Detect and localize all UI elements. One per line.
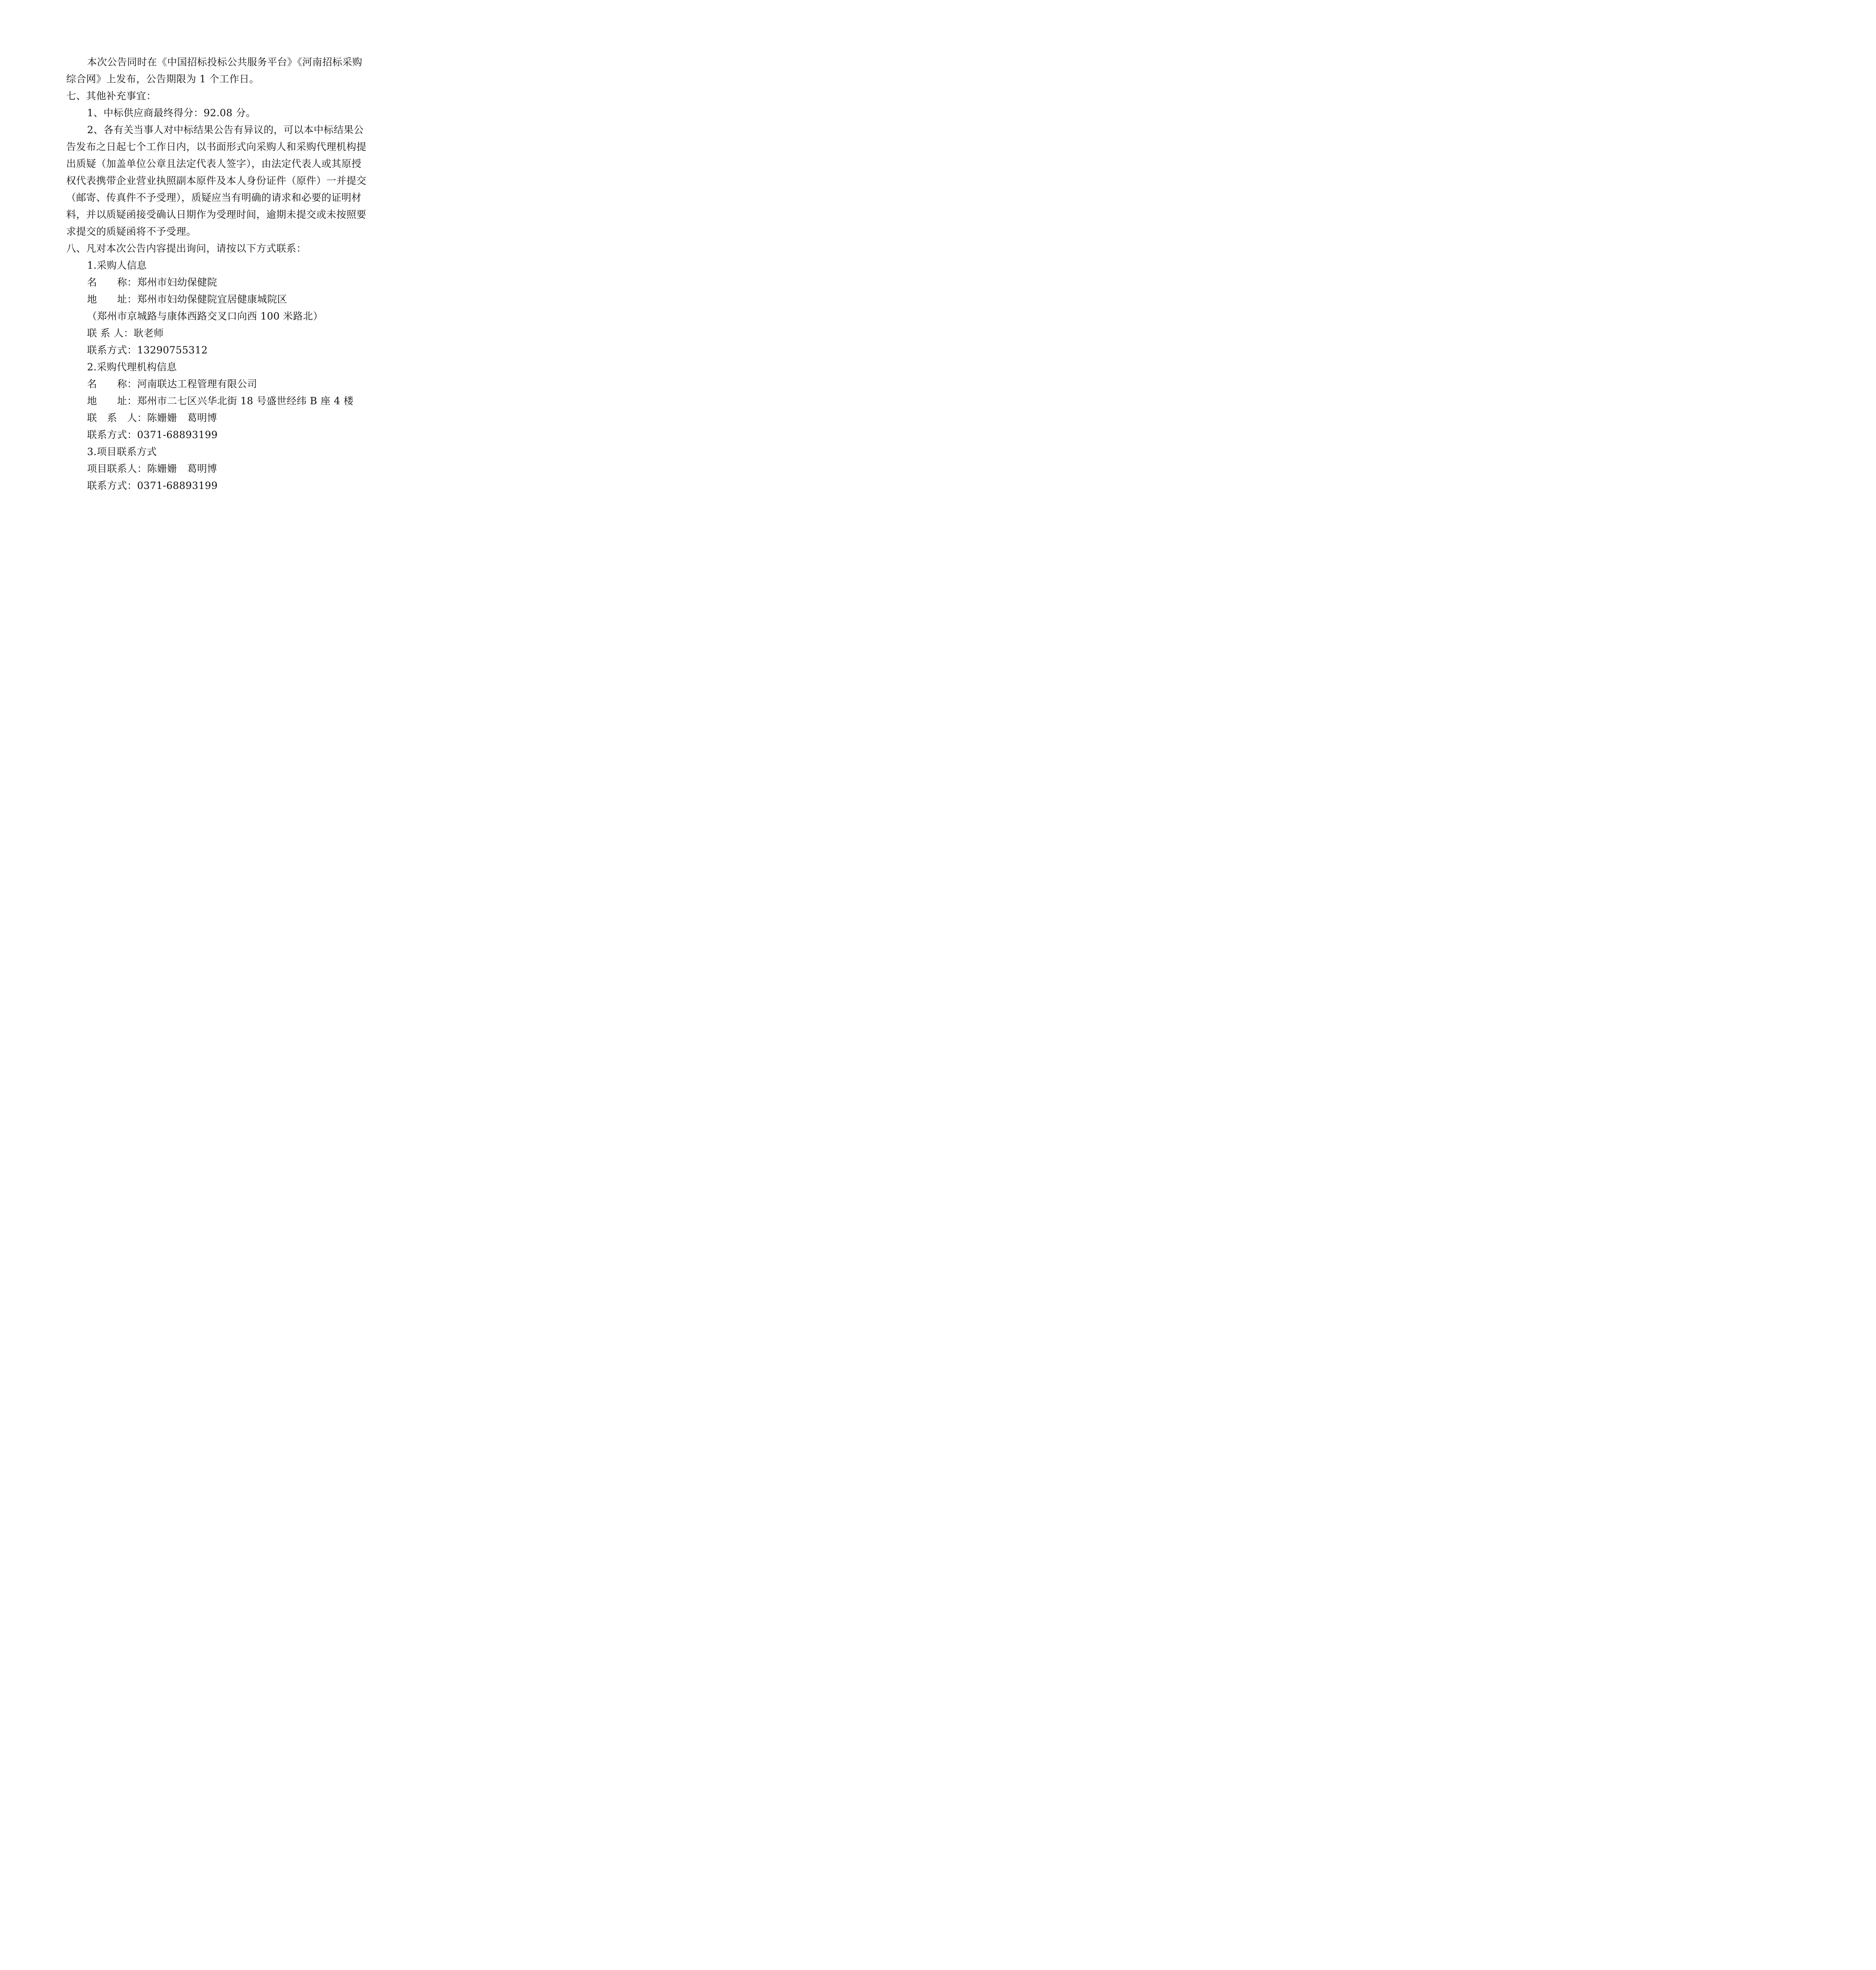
objection-paragraph-line-7: 求提交的质疑函将不予受理。	[66, 226, 197, 237]
objection-paragraph-line-1: 2、各有关当事人对中标结果公告有异议的，可以本中标结果公	[87, 124, 364, 136]
purchaser-phone: 联系方式：13290755312	[87, 344, 208, 356]
objection-paragraph-line-4: 权代表携带企业营业执照副本原件及本人身份证件（原件）一并提交	[66, 175, 367, 186]
purchaser-address: 地 址：郑州市妇幼保健院宜居健康城院区	[87, 294, 288, 305]
agency-phone: 联系方式：0371-68893199	[87, 429, 218, 440]
purchaser-contact: 联 系 人：耿老师	[87, 327, 164, 339]
objection-paragraph-line-2: 告发布之日起七个工作日内，以书面形式向采购人和采购代理机构提	[66, 141, 367, 152]
purchaser-name: 名 称：郑州市妇幼保健院	[87, 277, 217, 288]
objection-paragraph-line-3: 出质疑（加盖单位公章且法定代表人签字），由法定代表人或其原授	[66, 158, 362, 169]
agency-address: 地 址：郑州市二七区兴华北街 18 号盛世经纬 B 座 4 楼	[87, 395, 354, 407]
section-8-heading: 八、凡对本次公告内容提出询问，请按以下方式联系：	[66, 243, 306, 254]
objection-paragraph-line-6: 料，并以质疑函接受确认日期作为受理时间，逾期未提交或未按照要	[66, 209, 367, 220]
publication-notice-line-2: 综合网》上发布，公告期限为 1 个工作日。	[66, 73, 260, 85]
section-7-heading: 七、其他补充事宜：	[66, 90, 156, 102]
final-score-item: 1、中标供应商最终得分：92.08 分。	[87, 107, 256, 119]
project-contact-title: 3.项目联系方式	[87, 446, 157, 457]
project-contact-person: 项目联系人：陈姗姗 葛明博	[87, 463, 217, 474]
project-contact-phone: 联系方式：0371-68893199	[87, 480, 218, 491]
document-page	[0, 0, 433, 613]
agency-name: 名 称：河南联达工程管理有限公司	[87, 378, 257, 390]
purchaser-info-title: 1.采购人信息	[87, 260, 147, 271]
objection-paragraph-line-5: （邮寄、传真件不予受理），质疑应当有明确的请求和必要的证明材	[66, 192, 362, 203]
agency-contact: 联 系 人：陈姗姗 葛明博	[87, 412, 217, 424]
purchaser-address-note: （郑州市京城路与康体西路交叉口向西 100 米路北）	[87, 310, 323, 322]
agency-info-title: 2.采购代理机构信息	[87, 361, 177, 373]
publication-notice-line-1: 本次公告同时在《中国招标投标公共服务平台》《河南招标采购	[87, 56, 362, 68]
